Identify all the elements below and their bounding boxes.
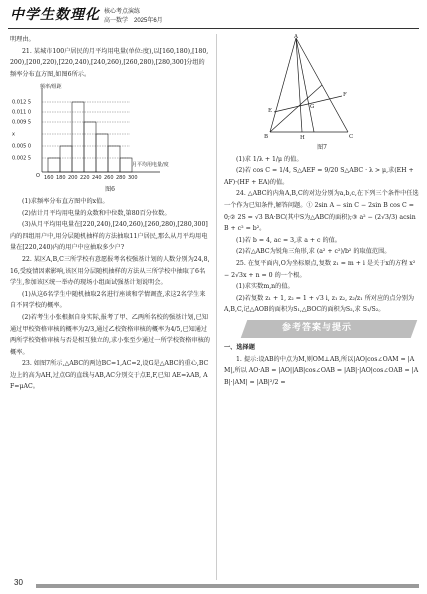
page-number: 30: [14, 578, 23, 587]
answer-banner-title: 参考答案与提示: [282, 322, 353, 333]
histogram-bar: [108, 146, 120, 172]
footer-bar: [36, 584, 419, 588]
question-25-part2: (2)若复数 z₁ + 1, z₂ = 1 + √3 i, z₁ z₂, z₂/z₁ 所对应的点分别为A,B,C,记△AOB的面积为S₁,△BOC的面积为S₂,求 S₁/S₂。: [224, 294, 415, 314]
histogram-ytick: 0.002 5: [12, 155, 32, 162]
fraction-2-3: 2/3: [84, 325, 95, 333]
histogram-bar: [60, 146, 72, 172]
question-21: 21. 某城市100户居民的月平均用电量(单位:度),以[160,180),[180,200),[200,220),[220,240),[240,260),[260,280),[280,300]分组的频率分布直方图,如图6所示。: [10, 47, 209, 78]
question-22-part1: (1)从这6名学生中随机抽取2名进行座谈和学情调查,求这2名学生来自不同学校的概率。: [10, 290, 206, 310]
question-23-part2: (2)若 cos C = 1/4, S△AEF = 9/20 S△ABC · λ > μ,求(EH + AF)·(HF + EA)的值。: [224, 167, 414, 186]
question-22: 22. 某区A,B,C三所学校有意愿报考名校强基计划的人数分别为24,8,16,受疫情因素影响,该区用分层随机抽样的方法从三所学校中抽取了6名学生,参加该区统一举办的现场小组面试强基计划说明会。: [10, 255, 210, 287]
page-header: [0, 0, 427, 30]
histogram-ytick: 0.011 0: [12, 109, 32, 116]
point-F: F: [343, 92, 347, 98]
histogram-bar: [84, 122, 96, 172]
triangle-figure: [224, 34, 420, 142]
header-issue: 高一数学 2025年6月: [104, 18, 163, 24]
question-21-part3: (3)从月平均用电量在[220,240),[240,260),[260,280),[280,300]内的四组用户中,用分层随机抽样的方法抽取11户居民,那么从月平均用电量在[220,240)内的用户中应抽取多少户?: [10, 221, 208, 252]
point-H: H: [300, 135, 305, 141]
header-topic: 核心考点演练: [104, 9, 141, 15]
figure7-caption: 图7: [317, 144, 327, 151]
question-21-part1: (1)求频率分布直方图中的x值。: [22, 197, 109, 205]
question-21-part2: (2)估计月平均用电量的众数和中位数,第80百分位数。: [22, 209, 171, 217]
section-heading: 一、选择题: [224, 343, 255, 351]
histogram-origin: O: [36, 173, 40, 180]
histogram-xtick: 280: [116, 175, 126, 182]
histogram-xtick: 260: [104, 175, 114, 182]
point-E: E: [268, 108, 273, 114]
histogram-bar: [72, 102, 84, 172]
page-footer: [0, 574, 427, 594]
histogram-xtick: 220: [80, 175, 90, 182]
magazine-brand: 中学生数理化: [10, 7, 100, 23]
vertex-C: C: [349, 134, 354, 140]
histogram-ytick: x: [12, 131, 15, 138]
histogram-ytick: 0.009 5: [12, 119, 32, 126]
question-25-part1: (1)求实数m,n的值。: [236, 283, 294, 291]
point-G: G: [310, 104, 315, 110]
question-24-part1: (1)若 b = 4, ac = 3,求 a + c 的值。: [236, 236, 341, 244]
histogram-xtick: 300: [128, 175, 138, 182]
histogram-xtick: 200: [68, 175, 78, 182]
question-23: 23. 如图7所示,△ABC的两边BC=1,AC=2,设G是△ABC的重心,BC边上的高为AH,过点G的直线与AB,AC分别交于点E,F,已知 AE=λAB, AF=μAC。: [10, 360, 209, 391]
question-24: 24. △ABC的内角A,B,C的对边分别为a,b,c,在下列三个条件中任选一个作为已知条件,解答问题。① 2sin A − sin C − 2sin B cos C = 0;② 2S = √3 BA·BC(其中S为△ABC的面积);③ a² − (2√3/3) acsin B + c² = b²。: [224, 190, 419, 233]
question-25: 25. 在复平面内,O为坐标原点,复数 z₁ = m + i 是关于x的方程 x² − 2√3x + n = 0 的一个根。: [224, 259, 416, 279]
right-column: [224, 34, 420, 388]
column-divider: [216, 34, 217, 580]
vertex-B: B: [264, 134, 269, 140]
histogram-bar: [48, 158, 60, 172]
vertex-A: A: [294, 34, 298, 40]
header-rule: [8, 28, 419, 29]
histogram-ytick: 0.005 0: [12, 143, 32, 150]
histogram-bar: [120, 158, 132, 172]
answer-banner: [244, 320, 420, 338]
question-24-part2: (2)若△ABC为锐角三角形,求 (a² + c²)/b² 的取值范围。: [236, 248, 391, 256]
answer-1: 1. 提示:设AB的中点为M,则OM⊥AB,所以|AO|cos∠OAM = |AM|,所以 AO·AB = |AO||AB|cos∠OAB = |AB|·|AO|cos∠OAB = |AB|·|AM| = |AB|²/2 =: [224, 355, 419, 386]
left-column: [10, 34, 210, 393]
intro-text: 明理由。: [10, 36, 35, 43]
histogram-xtick: 180: [56, 175, 66, 182]
question-22-part2: (2)若考生小张根据自身实际,报考了甲、乙两所名校的强基计划,已知通过甲校资格审核的概率为2/3,通过乙校资格审核的概率为4/5,已知通过两所学校资格审核与否是相互独立的,求小张至少通过一所学校资格审核的概率。: [10, 313, 210, 356]
histogram-bar: [96, 134, 108, 172]
histogram-ytick: 0.012 5: [12, 99, 32, 106]
histogram-xlabel: 月平均用电量/度: [132, 162, 169, 169]
histogram-xtick: 160: [44, 175, 54, 182]
histogram-figure: [10, 80, 210, 184]
figure6-caption: 图6: [105, 186, 115, 194]
fraction-4-5: 4/5: [170, 325, 181, 333]
question-23-part1: (1)求 1/λ + 1/μ 的值。: [236, 155, 303, 163]
histogram-xtick: 240: [92, 175, 102, 182]
histogram-ylabel: 频率/组距: [40, 84, 62, 91]
